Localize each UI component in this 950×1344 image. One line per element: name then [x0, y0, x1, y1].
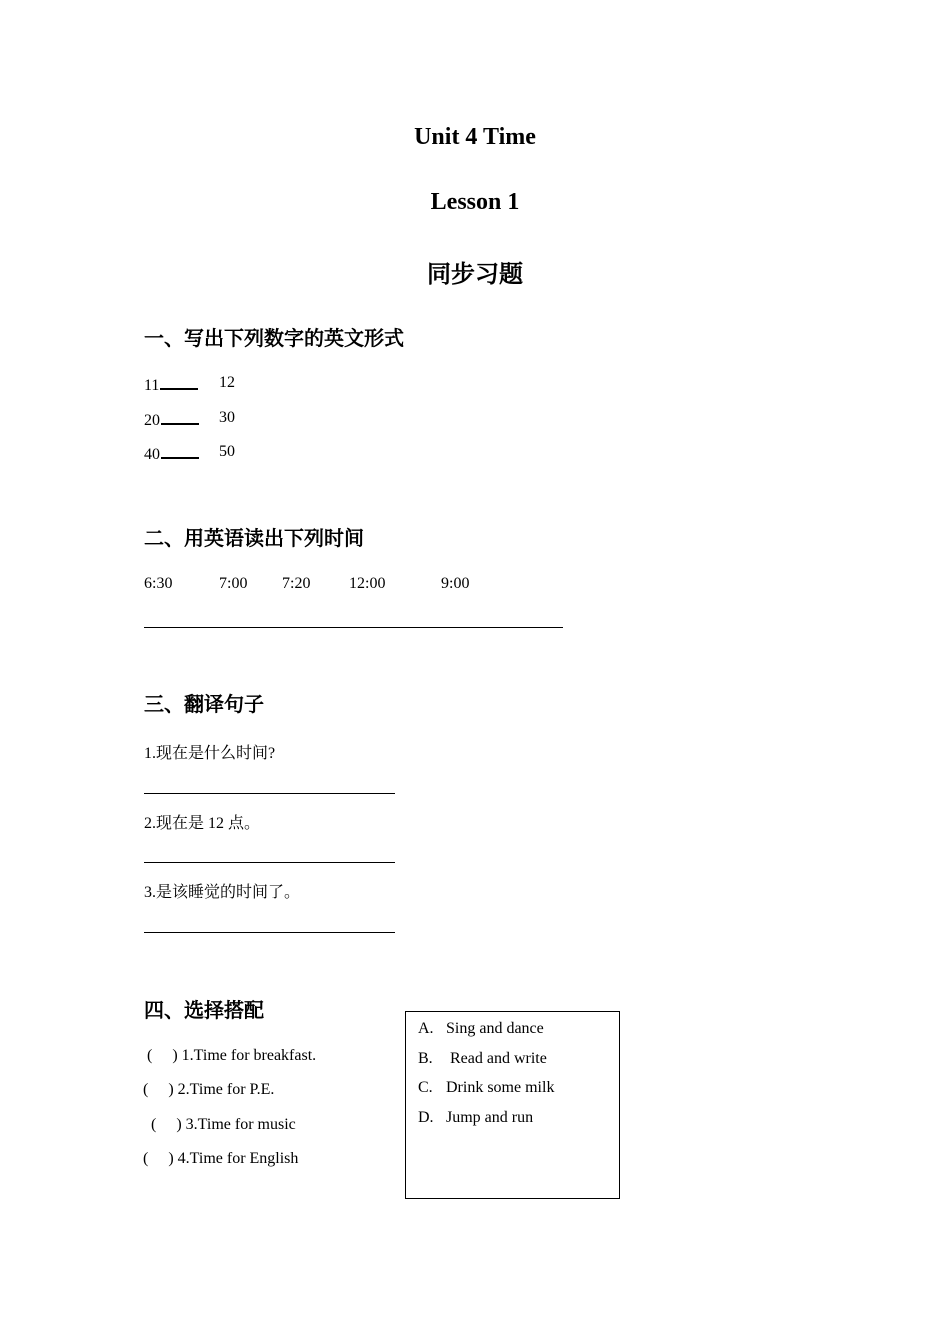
- time-item: 6:30: [144, 575, 173, 592]
- option-text: Read and write: [446, 1050, 547, 1067]
- answer-blank[interactable]: [161, 443, 199, 459]
- section3-heading: 三、翻译句子: [144, 692, 264, 716]
- time-item: 7:00: [219, 575, 248, 592]
- option-letter: B.: [418, 1050, 433, 1067]
- answer-line[interactable]: [144, 627, 563, 628]
- answer-blank[interactable]: [160, 374, 198, 390]
- unit-title: Unit 4 Time: [414, 124, 536, 150]
- answer-line[interactable]: [144, 793, 395, 794]
- options-box: [405, 1011, 620, 1199]
- option-text: Drink some milk: [446, 1079, 555, 1096]
- number-row: [144, 443, 199, 464]
- time-item: 7:20: [282, 575, 311, 592]
- option-text: Sing and dance: [446, 1020, 544, 1037]
- number-row: [144, 409, 199, 430]
- question-text: 1.Time for breakfast.: [181, 1047, 317, 1064]
- number-left: 11: [144, 377, 160, 394]
- section1-heading: 一、写出下列数字的英文形式: [144, 326, 404, 350]
- match-question: [143, 1150, 298, 1168]
- answer-paren[interactable]: ( ): [151, 1116, 182, 1133]
- option-letter: A.: [418, 1020, 434, 1037]
- number-left: 20: [144, 412, 160, 429]
- time-item: 12:00: [349, 575, 386, 592]
- number-row: [144, 374, 198, 395]
- section4-heading: 四、选择搭配: [144, 998, 264, 1022]
- option-d: [418, 1109, 533, 1127]
- subtitle: 同步习题: [427, 260, 523, 288]
- number-right: 30: [219, 409, 235, 426]
- question-text: 2.Time for P.E.: [177, 1081, 275, 1098]
- option-letter: D.: [418, 1109, 434, 1126]
- answer-paren[interactable]: ( ): [143, 1081, 174, 1098]
- number-right: 12: [219, 374, 235, 391]
- option-text: Jump and run: [446, 1109, 534, 1126]
- match-question: [143, 1081, 274, 1099]
- sentence-prompt: 3.是该睡觉的时间了。: [144, 884, 301, 901]
- sentence-prompt: 2.现在是 12 点。: [144, 815, 261, 832]
- lesson-title: Lesson 1: [430, 189, 520, 215]
- match-question: [151, 1116, 296, 1134]
- question-text: 4.Time for English: [177, 1150, 299, 1167]
- answer-blank[interactable]: [161, 409, 199, 425]
- answer-line[interactable]: [144, 932, 395, 933]
- answer-paren[interactable]: ( ): [143, 1150, 174, 1167]
- answer-paren[interactable]: ( ): [147, 1047, 178, 1064]
- number-right: 50: [219, 443, 235, 460]
- section2-heading: 二、用英语读出下列时间: [144, 526, 364, 550]
- option-letter: C.: [418, 1079, 433, 1096]
- answer-line[interactable]: [144, 862, 395, 863]
- number-left: 40: [144, 446, 160, 463]
- match-question: [147, 1047, 316, 1065]
- option-a: [418, 1020, 544, 1038]
- sentence-prompt: 1.现在是什么时间?: [144, 745, 276, 762]
- option-c: [418, 1079, 554, 1097]
- question-text: 3.Time for music: [185, 1116, 296, 1133]
- option-b: [418, 1050, 547, 1068]
- time-item: 9:00: [441, 575, 470, 592]
